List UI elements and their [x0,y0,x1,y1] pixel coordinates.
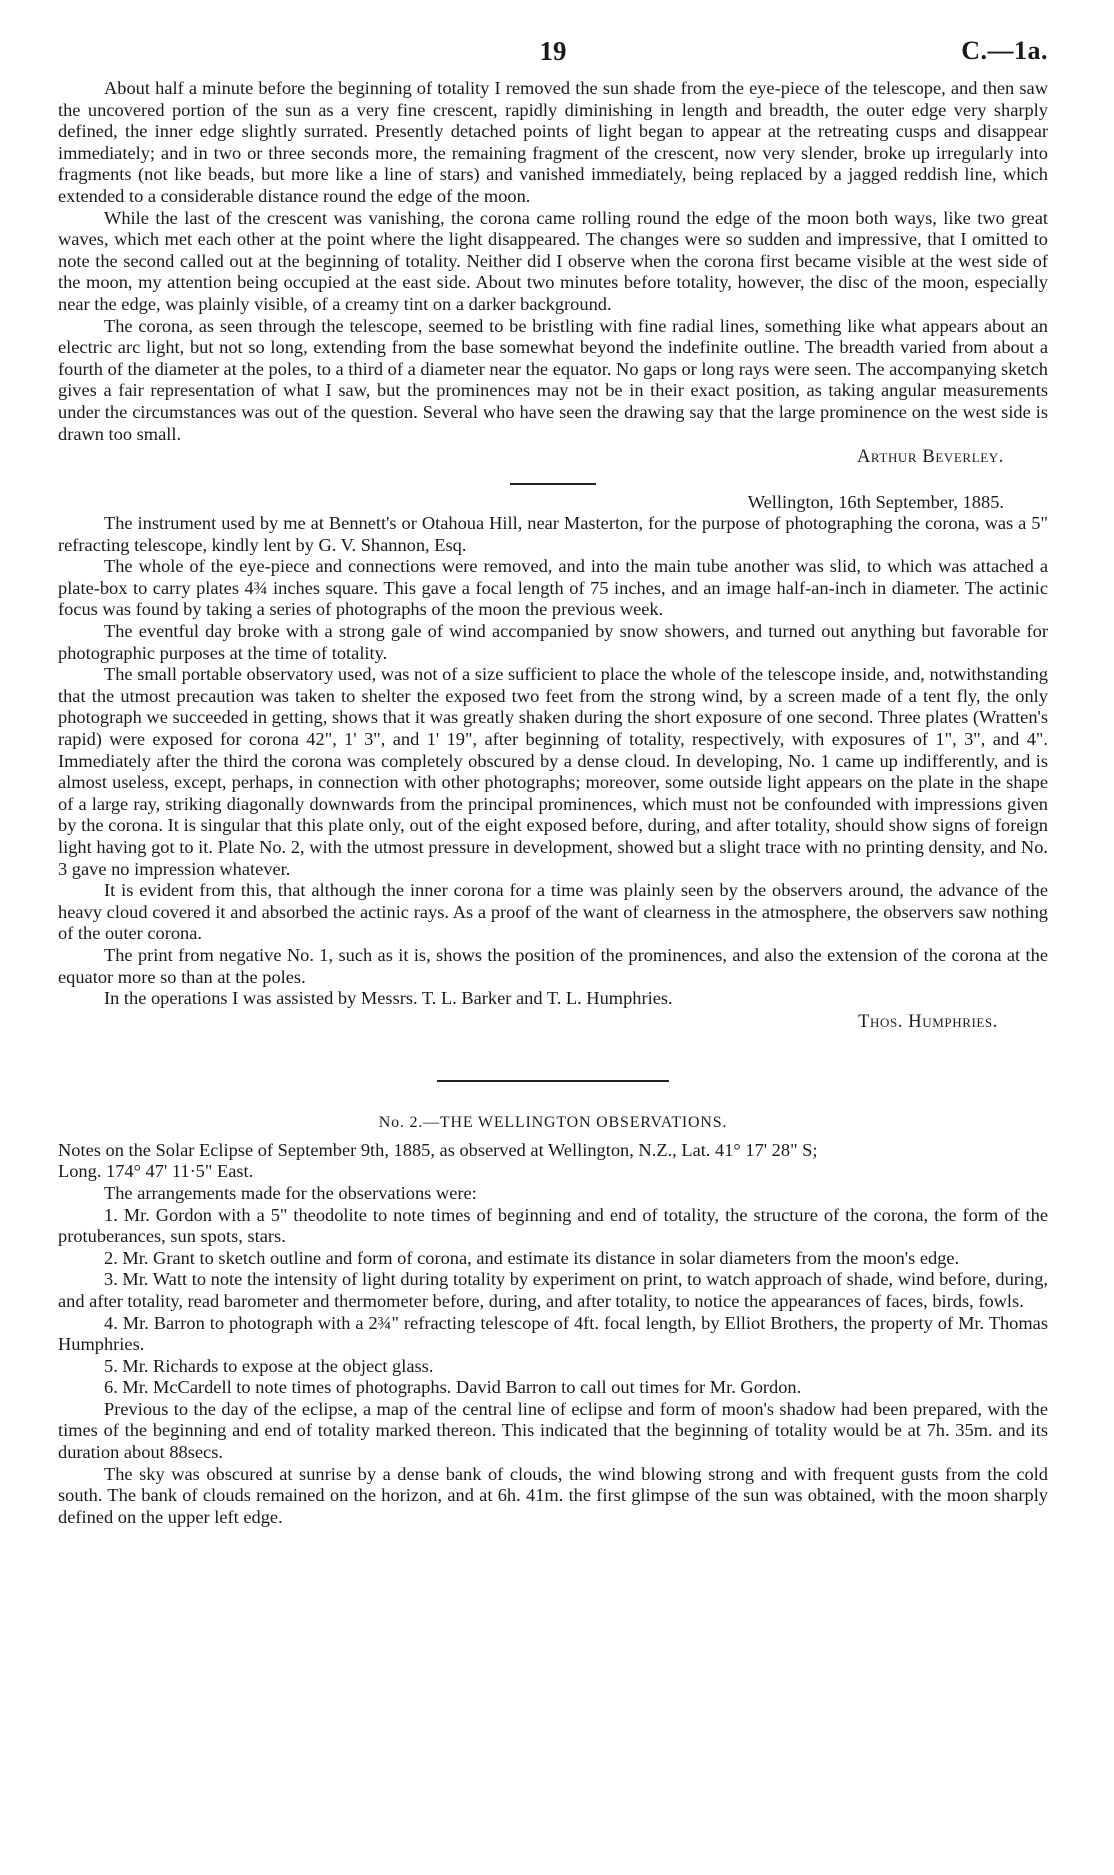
wellington-observations [58,1112,1048,1529]
paragraph: The sky was obscured at sunrise by a dense bank of clouds, the wind blowing strong and with frequent gusts from the cold south. The bank of clouds remained on the horizon, and at 6h. 41m. the first glimpse of the sun was obtained, with the moon sharply defined on the upper left edge. [58,1463,1048,1527]
paragraph: The arrangements made for the observations were: [104,1182,477,1203]
subtitle-line: Long. 174° 47' 11·5" East. [58,1161,254,1182]
list-item: 5. Mr. Richards to expose at the object glass. [104,1355,434,1376]
paragraph: The small portable observatory used, was not of a size sufficient to place the whole of the telescope inside, and, notwithstanding that the utmost precaution was taken to shelter the exposed two feet from the strong wind, by a screen made of a tent fly, the only photograph we succeeded in getting, shows that it was greatly shaken during the short exposure of one second. Three plates (Wratten's rapid) were exposed for corona 42", 1' 3", and 1' 19", after beginning of totality, respectively, with exposures of 1", 3", and 4". Immediately after the third the corona was completely obscured by a dense cloud. In developing, No. 1 came up indifferently, and is almost useless, except, perhaps, in connection with other photographs; moreover, some outside light appears on the plate in the shape of a large ray, striking diagonally downwards from the principal prominences, which must not be confounded with impressions given by the corona. It is singular that this plate only, out of the eight exposed before, during, and after totality, should show signs of foreign light having got to it. Plate No. 2, with the utmost pressure in development, showed but a slight trace with no printing density, and No. 3 gave no impression whatever. [58,664,1048,879]
paragraph: It is evident from this, that although the inner corona for a time was plainly seen by the observers around, the advance of the heavy cloud covered it and absorbed the actinic rays. As a proof of the want of clearness in the atmosphere, the observers saw nothing of the outer corona. [58,880,1048,944]
subtitle-line: Notes on the Solar Eclipse of September 9th, 1885, as observed at Wellington, N.Z., Lat. 41° 17' 28" S; [58,1139,818,1160]
paragraph: In the operations I was assisted by Messrs. T. L. Barker and T. L. Humphries. [104,988,673,1009]
paragraph: About half a minute before the beginning of totality I removed the sun shade from the eye-piece of the telescope, and then saw the uncovered portion of the sun as a very fine crescent, rapidly diminishing in length and breadth, the outer edge very sharply defined, the inner edge slightly surrated. Presently detached points of light began to appear at the retreating cusps and disappear immediately; and in two or three seconds more, the remaining fragment of the crescent, now very slender, broke up irregularly into fragments (not like beads, but more like a line of stars) and vanished immediately, being replaced by a jagged reddish line, which extended to a considerable distance round the edge of the moon. [58,78,1048,206]
section-divider [510,483,596,485]
dateline: Wellington, 16th September, 1885. [747,492,1004,513]
signature-beverley: Arthur Beverley. [856,447,1004,468]
list-item: 3. Mr. Watt to note the intensity of light during totality by experiment on print, to watch approach of shade, wind before, during, and after totality, read barometer and thermometer before, during, and after totality, to notice the appearances of faces, birds, fowls. [58,1269,1048,1311]
series-code: C.—1a. [961,36,1048,65]
list-item: 4. Mr. Barron to photograph with a 2¾" refracting telescope of 4ft. focal length, by Elliot Brothers, the property of Mr. Thomas Humphries. [58,1312,1048,1355]
list-item: 1. Mr. Gordon with a 5" theodolite to note times of beginning and end of totality, the structure of the corona, the form of the protuberances, sun spots, stars. [58,1204,1048,1247]
paragraph: While the last of the crescent was vanishing, the corona came rolling round the edge of the moon both ways, like two great waves, which met each other at the point where the light disappeared. The changes were so sudden and impressive, that I omitted to note the second called out at the beginning of totality. Neither did I observe when the corona first became visible at the west side of the moon, my attention being occupied at the east side. About two minutes before totality, however, the disc of the moon, especially near the edge, was plainly visible, of a creamy tint on a darker background. [58,207,1048,314]
list-item: 6. Mr. McCardell to note times of photographs. David Barron to call out times for Mr. Gordon. [104,1377,802,1398]
signature-humphries: Thos. Humphries. [858,1011,998,1032]
paragraph: The whole of the eye-piece and connections were removed, and into the main tube another was slid, to which was attached a plate-box to carry plates 4¾ inches square. This gave a focal length of 75 inches, and an image half-an-inch in diameter. The actinic focus was found by taking a series of photographs of the moon the previous week. [58,556,1048,620]
section-heading: No. 2.—THE WELLINGTON OBSERVATIONS. [378,1113,728,1131]
paragraph: The instrument used by me at Bennett's or Otahoua Hill, near Masterton, for the purpose of photographing the corona, was a 5" refracting telescope, kindly lent by G. V. Shannon, Esq. [58,513,1048,555]
paragraph: The print from negative No. 1, such as it is, shows the position of the prominences, and also the extension of the corona at the equator more so than at the poles. [58,944,1048,987]
page-header [58,36,1048,78]
paragraph: The corona, as seen through the telescope, seemed to be bristling with fine radial lines, something like what appears about an electric arc light, but not so long, extending from the base somewhat beyond the indefinite outline. The breadth varied from about a fourth of the diameter at the poles, to a third of a diameter near the equator. No gaps or long rays were seen. The accompanying sketch gives a fair representation of what I saw, but the prominences may not be in their exact position, as taking angular measurements under the circumstances was out of the question. Several who have seen the drawing say that the large prominence on the west side is drawn too small. [58,315,1048,444]
section-divider-long [437,1080,669,1082]
list-item: 2. Mr. Grant to sketch outline and form of corona, and estimate its distance in solar diameters from the moon's edge. [104,1247,960,1268]
beverley-report [58,78,1048,469]
paragraph: Previous to the day of the eclipse, a map of the central line of eclipse and form of moon's shadow had been prepared, with the times of the beginning and end of totality marked thereon. This indicated that the beginning of totality would be at 7h. 35m. and its duration about 88secs. [58,1398,1048,1463]
humphries-report [58,491,1048,1034]
page-number: 19 [539,36,567,66]
paragraph: The eventful day broke with a strong gale of wind accompanied by snow showers, and turned out anything but favorable for photographic purposes at the time of totality. [58,621,1048,663]
